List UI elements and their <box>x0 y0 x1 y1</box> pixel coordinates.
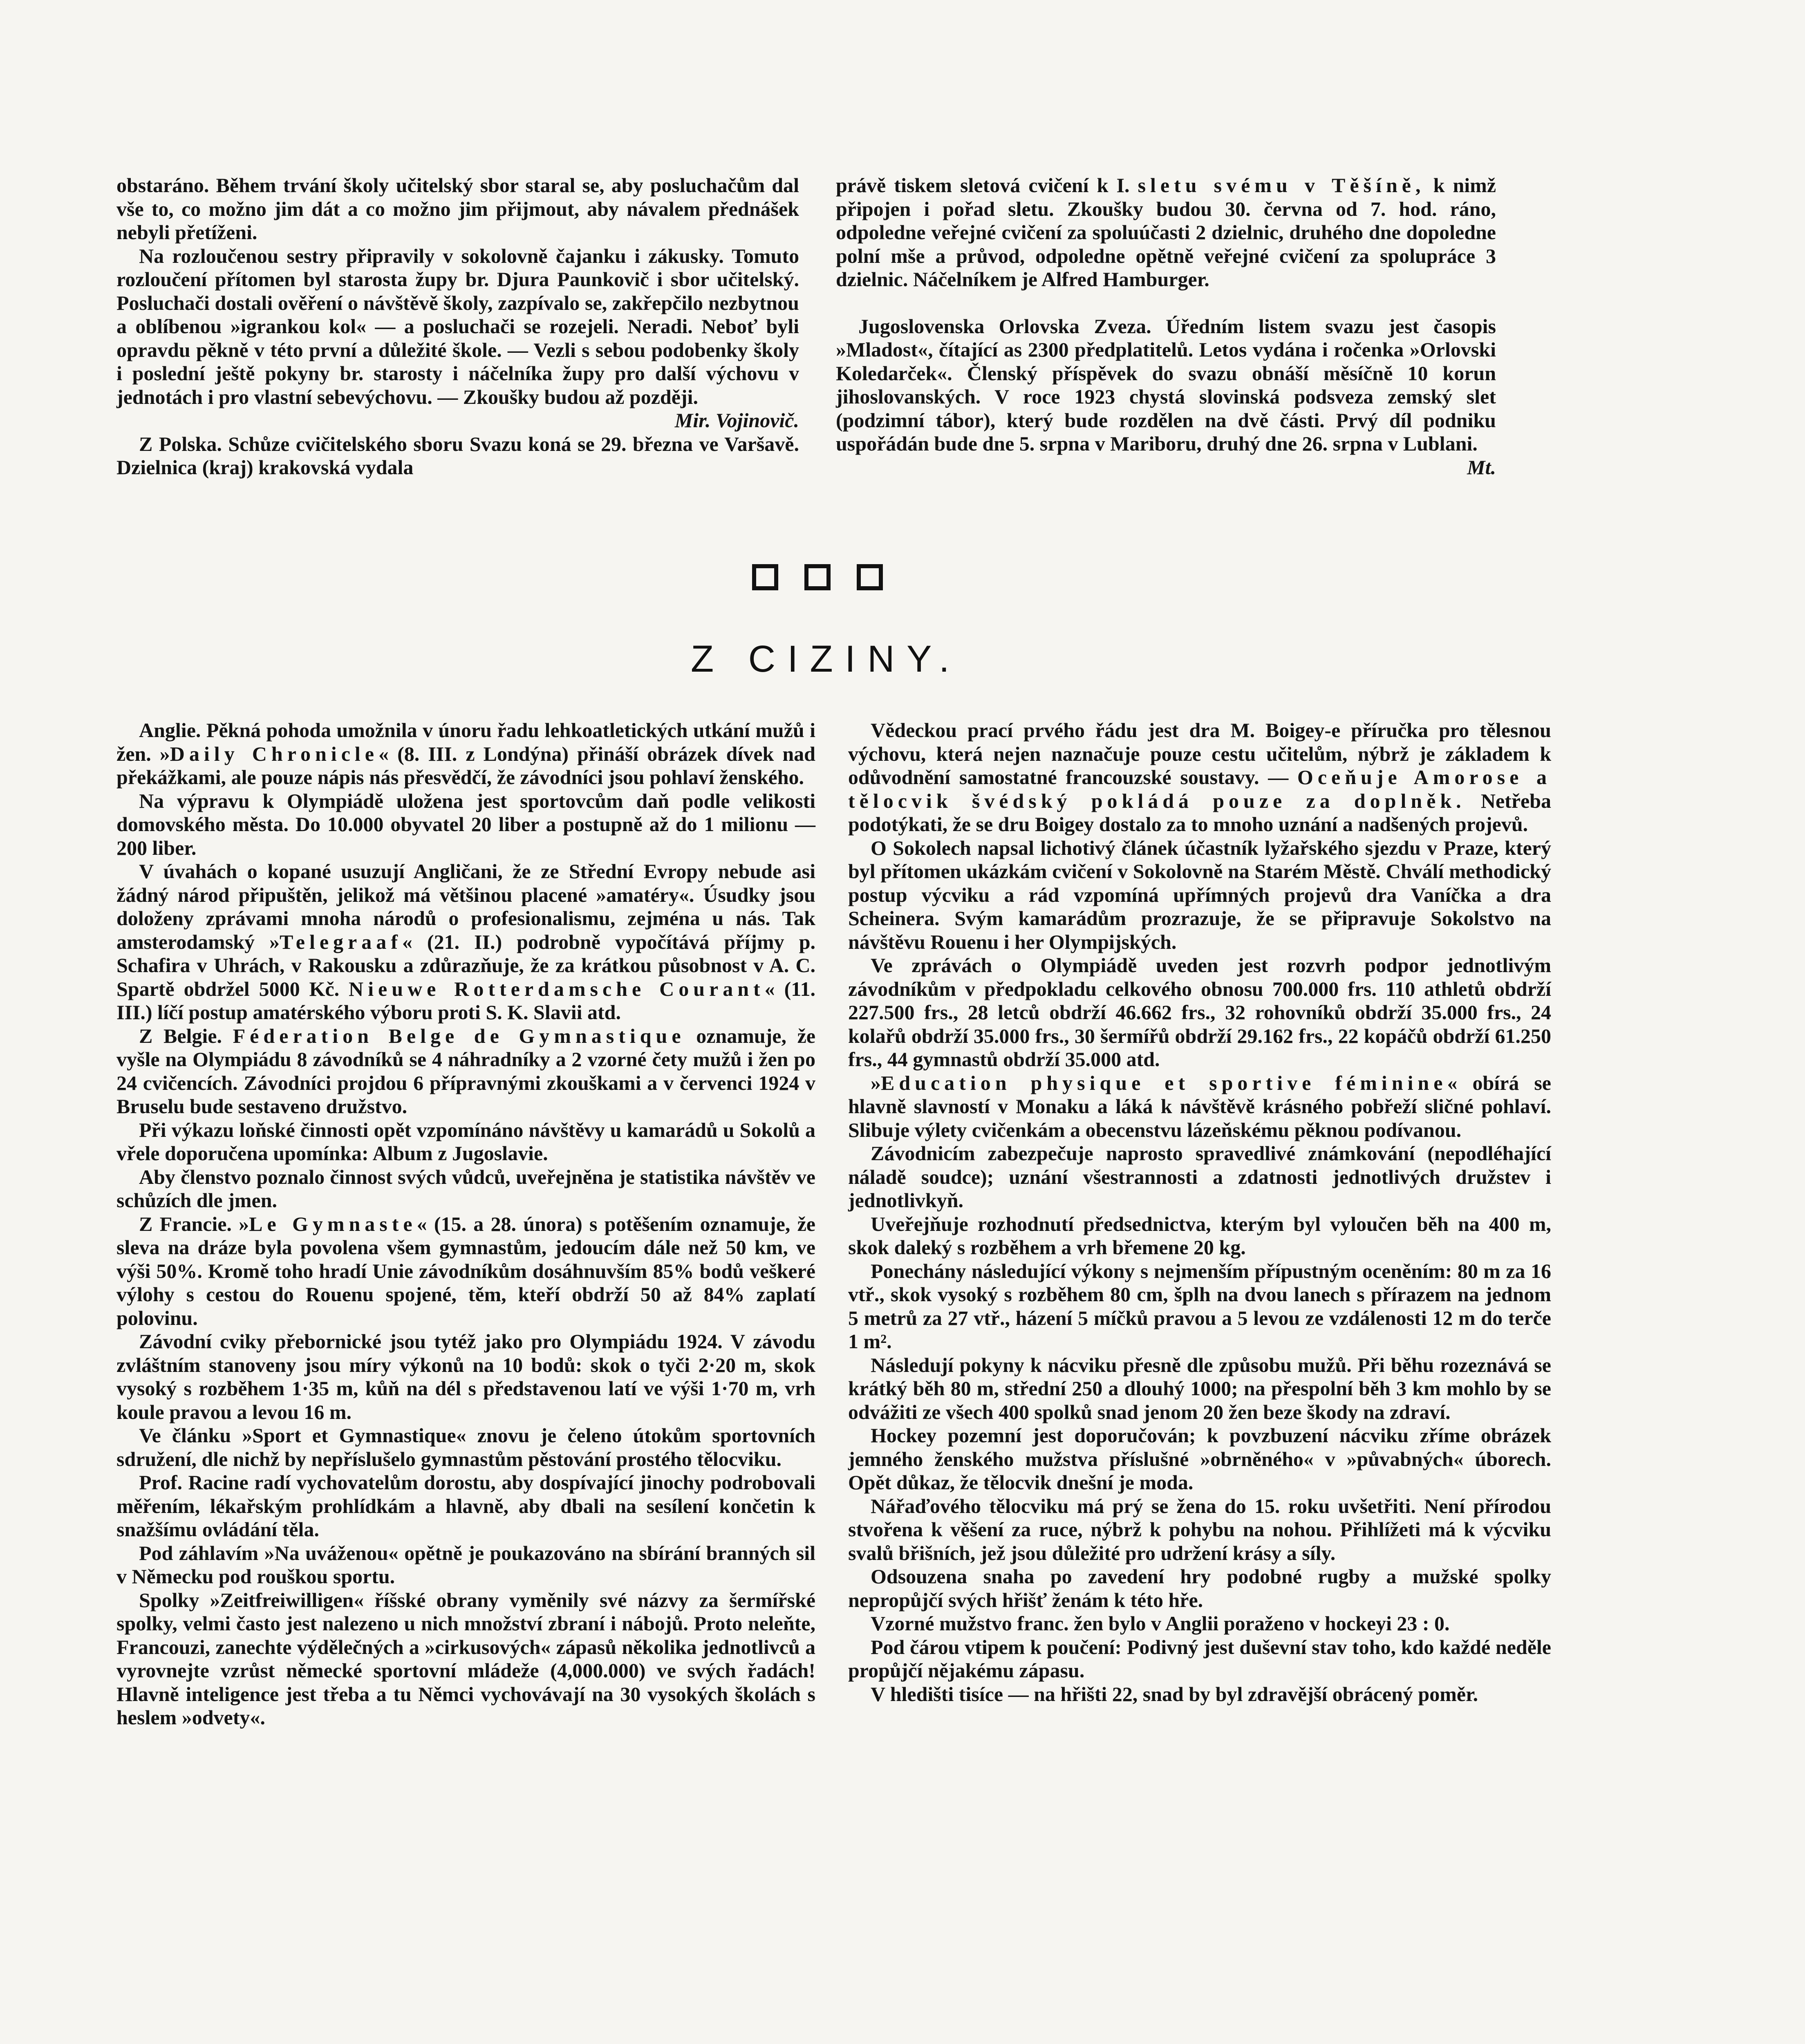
paragraph: Pod čárou vtipem k poučení: Podivný jest duševní stav toho, kdo každé neděle propůjčí nějakému zápasu. <box>848 1635 1551 1682</box>
paragraph-belgie: Z Belgie. Féderation Belge de Gymnastique oznamuje, že vyšle na Olympiádu 8 závodníků se 4 náhradníky a 2 vzorné čety mužů i žen po 24 cvičencích. Závodníci projdou 6 přípravnými zkouškami a v červenci 1924 v Bruselu bude sestaveno družstvo. <box>116 1024 815 1118</box>
paragraph: Závodnicím zabezpečuje naprosto spravedlivé známkování (nepodléhající náladě soudce); uznání všestrannosti a zdatnosti jednotlivých družstev i jednotlivkyň. <box>848 1142 1551 1212</box>
paragraph: Pod záhlavím »Na uváženou« opětně je poukazováno na sbírání branných sil v Německu pod rouškou sportu. <box>116 1541 815 1588</box>
section-label: Z Belgie. <box>139 1024 222 1047</box>
paragraph: obstaráno. Během trvání školy učitelský sbor staral se, aby posluchačům dal vše to, co možno jim dát a co možno jim přijmout, aby návalem přednášek nebyli přetíženi. <box>116 174 799 244</box>
paragraph: Uveřejňuje rozhodnutí předsednictva, kterým byl vyloučen běh na 400 m, skok daleký s rozběhem a vrh břemene 20 kg. <box>848 1212 1551 1259</box>
section-label: Z Francie. <box>139 1212 232 1235</box>
divider-square-icon <box>804 564 831 590</box>
divider-square-icon <box>857 564 883 590</box>
paragraph: Ve článku »Sport et Gymnastique« znovu je čeleno útokům sportovních sdružení, dle nichž by nepříslušelo gymnastům pěstování prostého tělocviku. <box>116 1424 815 1470</box>
paragraph-anglie: Anglie. Pěkná pohoda umožnila v únoru řadu lehkoatletických utkání mužů i žen. »Daily Chronicle« (8. III. z Londýna) přináší obrázek dívek nad překážkami, ale pouze nápis nás přesvědčí, že závodníci jsou pohlaví ženského. <box>116 719 815 789</box>
paragraph: V hledišti tisíce — na hřišti 22, snad by byl zdravější obrácený poměr. <box>871 1682 1478 1706</box>
paragraph: Na výpravu k Olympiádě uložena jest sportovcům daň podle velikosti domovského města. Do 10.000 obyvatel 20 liber a postupně až do 1 milionu — 200 liber. <box>116 789 815 859</box>
section-label: Anglie. <box>139 719 201 742</box>
divider-square-icon <box>752 564 778 590</box>
paragraph: Prof. Racine radí vychovatelům dorostu, aby dospívající jinochy podrobovali měřením, lékařským prohlídkám a hlavně, aby dbali na sesílení končetin k snažšímu ovládání těla. <box>116 1471 815 1541</box>
top-right-column <box>836 174 1496 479</box>
bottom-left-column <box>116 719 815 1730</box>
paragraph: »Education physique et sportive féminine« obírá se hlavně slavností v Monaku a láká k návštěvě krásného pobřeží sličné pohlaví. Slibuje výlety cvičenkám a obecenstvu lázeňskému pěknou podívanou. <box>848 1071 1551 1141</box>
paragraph: Vzorné mužstvo franc. žen bylo v Anglii poraženo v hockeyi 23 : 0. <box>871 1612 1450 1635</box>
paragraph-francie: Z Francie. »Le Gymnaste« (15. a 28. února) s potěšením oznamuje, že sleva na dráze byla povolena všem gymnastům, jedoucím dále než 50 km, ve výši 50%. Kromě toho hradí Unie závodníkům dosáhnuvším 85% bodů veškeré výlohy s cestou do Rouenu spojené, těm, kteří obdrží 50 až 84% zaplatí polovinu. <box>116 1212 816 1329</box>
paragraph: Závodní cviky přebornické jsou tytéž jako pro Olympiádu 1924. V závodu zvláštním stanoveny jsou míry výkonů na 10 bodů: skok o tyči 2·20 m, skok vysoký s rozběhem 1·35 m, kůň na dél s představenou latí ve výši 1·70 m, vrh koule pravou a levou 16 m. <box>116 1330 815 1423</box>
section-title: Z CIZINY. <box>691 638 961 680</box>
paragraph: Ponechány následující výkony s nejmenším přípustným oceněním: 80 m za 16 vtř., skok vysoký s rozběhem 80 cm, šplh na dvou lanech s přírazem na jednom 5 metrů za 27 vtř., házení 5 míčků pravou a 5 levou ze vzdálenosti 12 m do terče 1 m². <box>848 1259 1551 1353</box>
paragraph: Hockey pozemní jest doporučován; k povzbuzení nácviku zříme obrázek jemného ženského mužstva příslušné »obrněného« v »půvabných« úborech. Opět důkaz, že tělocvik dnešní je moda. <box>848 1424 1551 1494</box>
paragraph: Ve zprávách o Olympiádě uveden jest rozvrh podpor jednotlivým závodníkům v předpokladu celkového obnosu 700.000 frs. 110 athletů obdrží 227.500 frs., 28 letců obdrží 46.662 frs., 32 rohovníků obdrží 35.000 frs., 24 kolařů obdrží 35.000 frs., 30 šermířů obdrží 29.162 frs., 22 kopáčů obdrží 61.250 frs., 44 gymnastů obdrží 35.000 atd. <box>848 954 1551 1071</box>
paragraph: V úvahách o kopané usuzují Angličani, že ze Střední Evropy nebude asi žádný národ připuštěn, jelikož má většinou placené »amatéry«. Úsudky jsou doloženy zprávami mnoha národů o profesionalismu, zejména u nás. Tak amsterodamský »Telegraaf« (21. II.) podrobně vypočítává příjmy p. Schafira v Uhrách, v Rakousku a zdůrazňuje, že za krátkou působnost v A. C. Spartě obdržel 5000 Kč. Nieuwe Rotterdamsche Courant« (11. III.) líčí postup amatérského výboru proti S. K. Slavii atd. <box>116 860 815 1024</box>
paragraph-continuation: právě tiskem sletová cvičení k I. sletu svému v Těšíně, k nimž připojen i pořad sletu. Zkoušky budou 30. června od 7. hod. ráno, odpoledne veřejné cvičení za spoluúčasti 2 dzielnic, druhého dne dopoledne polní mše a průvod, odpoledne opětně veřejné cvičení za spolupráce 3 dzielnic. Náčelníkem je Alfred Hamburger. <box>836 174 1496 291</box>
paragraph: Nářaďového tělocviku má prý se žena do 15. roku uvšetřiti. Není přírodou stvořena k věšení za ruce, nýbrž k pohybu na nohou. Přihlížeti má k výcviku svalů břišních, jež jsou důležité pro udržení krásy a síly. <box>848 1494 1551 1564</box>
section-divider <box>752 564 883 589</box>
paragraph: Při výkazu loňské činnosti opět vzpomínáno návštěvy u kamarádů u Sokolů a vřele doporučena upomínka: Album z Jugoslavie. <box>116 1118 815 1165</box>
section-label: Z Polska. <box>139 432 222 455</box>
author-signature: Mt. <box>1467 455 1496 479</box>
paragraph: Následují pokyny k nácviku přesně dle způsobu mužů. Při běhu rozeznává se krátký běh 80 m, střední 250 a dlouhý 1000; na přespolní běh 3 km mohlo by se odvážiti ze všech 400 spolků snad jenom 20 žen beze škody na zdraví. <box>848 1353 1551 1423</box>
paragraph: Na rozloučenou sestry připravily v sokolovně čajanku i zákusky. Tomuto rozloučení přítomen byl starosta župy br. Djura Paunkovič i sbor učitelský. Posluchači dostali ověření o návštěvě školy, zazpívalo se, zakřepčilo nezbytnou a oblíbenou »igrankou kol« — a posluchači se rozejeli. Neradi. Neboť byli opravdu pěkně v této první a důležité škole. — Vezli s sebou podobenky školy i poslední ještě pokyny br. starosty i náčelníka župy pro další výchovu v jednotách i pro vlastní sebevýchovu. — Zkoušky budou až později. <box>116 244 799 408</box>
bottom-right-column <box>848 719 1551 1706</box>
top-left-column <box>116 174 799 480</box>
paragraph: O Sokolech napsal lichotivý článek účastník lyžařského sjezdu v Praze, který byl přítomen ukázkám cvičení v Sokolovně na Starém Městě. Chválí methodický postup výcviku a rád vzpomíná upřímných projevů dra Vaníčka a dra Scheinera. Svým kamarádům prozrazuje, že se připravuje Sokolstvo na návštěvu Rouenu i her Olympijských. <box>848 836 1551 953</box>
paragraph-jugoslavie: Jugoslovenska Orlovska Zveza. Úředním listem svazu jest časopis »Mladost«, čítající as 2300 předplatitelů. Letos vydána i ročenka »Orlovski Koledarček«. Členský příspěvek do svazu obnáší měsíčně 10 korun jihoslovanských. V roce 1923 chystá slovinská podsveza zemský slet (podzimní tábor), který bude rozdělen na dvě části. Prvý díl podniku uspořádán bude dne 5. srpna v Mariboru, druhý dne 26. srpna v Lublani. Mt. <box>836 314 1496 479</box>
section-label: Jugoslovenska Orlovska Zveza. <box>858 314 1151 338</box>
author-signature: Mir. Vojinovič. <box>674 409 799 432</box>
paragraph: Vědeckou prací prvého řádu jest dra M. Boigey-e příručka pro tělesnou výchovu, která nejen naznačuje pouze cestu učitelům, nýbrž je základem k odůvodnění samostatné francouzské soustavy. — Oceňuje Amorose a tělocvik švédský pokládá pouze za doplněk. Netřeba podotýkati, že se dru Boigey dostalo za to mnoho uznání a nadšených projevů. <box>848 719 1551 836</box>
paragraph-polska: Z Polska. Schůze cvičitelského sboru Svazu koná se 29. března ve Varšavě. Dzielnica (kraj) krakovská vydala <box>116 432 799 479</box>
paragraph: Aby členstvo poznalo činnost svých vůdců, uveřejněna je statistika návštěv ve schůzích dle jmen. <box>116 1165 815 1212</box>
paragraph: Spolky »Zeitfreiwilligen« říšské obrany vyměnily své názvy za šermířské spolky, velmi často jest nalezeno u nich množství zbraní i nábojů. Proto neleňte, Francouzi, zanechte výdělečných a »cirkusových« zápasů několika jednotlivců a vyrovnejte vzrůst německé sportovní mládeže (4,000.000) ve svých řadách! Hlavně inteligence jest třeba a tu Němci vychovávají na 30 vysokých školách s heslem »odvety«. <box>116 1588 815 1729</box>
paragraph: Odsouzena snaha po zavedení hry podobné rugby a mužské spolky nepropůjčí svých hřišť ženám k této hře. <box>848 1565 1551 1611</box>
